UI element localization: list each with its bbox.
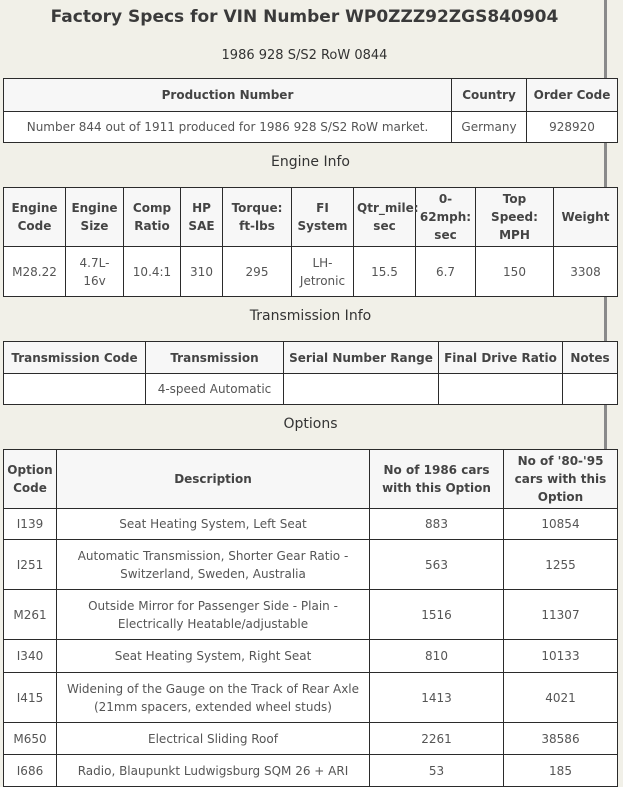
header-comp-ratio: Comp Ratio [124, 188, 181, 247]
table-header-row [4, 79, 618, 112]
transmission-section-title: Transmission Info [249, 308, 372, 324]
header-engine-code: Engine Code [4, 188, 66, 247]
header-order-code: Order Code [527, 79, 618, 112]
option-description: Seat Heating System, Left Seat [57, 509, 370, 540]
production-number-value: Number 844 out of 1911 produced for 1986 928 S/S2 RoW market. [4, 112, 452, 143]
option-description: Seat Heating System, Right Seat [57, 640, 370, 673]
specs-content [3, 0, 618, 787]
options-section-title: Options [283, 416, 338, 432]
fi-system-value: LH-Jetronic [292, 247, 354, 297]
table-row [4, 755, 618, 787]
table-row [4, 509, 618, 540]
option-80-95-count: 10854 [504, 509, 618, 540]
header-final-drive-ratio: Final Drive Ratio [439, 342, 563, 374]
option-description: Widening of the Gauge on the Track of Rear Axle (21mm spacers, extended wheel studs) [57, 673, 370, 723]
country-value: Germany [452, 112, 527, 143]
header-torque: Torque: ft-lbs [223, 188, 292, 247]
header-option-code: Option Code [4, 450, 57, 509]
option-1986-count: 883 [370, 509, 504, 540]
header-80-95-count: No of '80-'95 cars with this Option [504, 450, 618, 509]
table-row [4, 374, 618, 405]
option-code: I340 [4, 640, 57, 673]
engine-section-title: Engine Info [271, 154, 350, 170]
option-1986-count: 53 [370, 755, 504, 787]
option-code: I415 [4, 673, 57, 723]
option-description: Radio, Blaupunkt Ludwigsburg SQM 26 + ARI [57, 755, 370, 787]
header-country: Country [452, 79, 527, 112]
table-header-row [4, 450, 618, 509]
table-row [4, 540, 618, 590]
option-1986-count: 1413 [370, 673, 504, 723]
header-engine-size: Engine Size [66, 188, 124, 247]
engine-code-value: M28.22 [4, 247, 66, 297]
option-80-95-count: 10133 [504, 640, 618, 673]
table-header-row [4, 188, 618, 247]
table-row [4, 640, 618, 673]
option-1986-count: 2261 [370, 723, 504, 755]
0-62mph-value: 6.7 [416, 247, 476, 297]
transmission-value: 4-speed Automatic [146, 374, 284, 405]
option-code: M650 [4, 723, 57, 755]
header-production-number: Production Number [4, 79, 452, 112]
option-1986-count: 810 [370, 640, 504, 673]
header-0-62mph: 0-62mph: sec [416, 188, 476, 247]
option-code: M261 [4, 590, 57, 640]
option-description: Outside Mirror for Passenger Side - Plain - Electrically Heatable/adjustable [57, 590, 370, 640]
option-1986-count: 563 [370, 540, 504, 590]
torque-value: 295 [223, 247, 292, 297]
header-qtr-mile: Qtr_mile: sec [354, 188, 416, 247]
comp-ratio-value: 10.4:1 [124, 247, 181, 297]
model-subtitle: 1986 928 S/S2 RoW 0844 [221, 48, 388, 63]
header-1986-count: No of 1986 cars with this Option [370, 450, 504, 509]
table-header-row [4, 342, 618, 374]
option-80-95-count: 4021 [504, 673, 618, 723]
notes-value [563, 374, 618, 405]
production-table [3, 78, 618, 143]
option-description: Automatic Transmission, Shorter Gear Ratio - Switzerland, Sweden, Australia [57, 540, 370, 590]
option-code: I139 [4, 509, 57, 540]
table-row [4, 673, 618, 723]
top-speed-value: 150 [476, 247, 554, 297]
option-code: I251 [4, 540, 57, 590]
option-description: Electrical Sliding Roof [57, 723, 370, 755]
option-80-95-count: 185 [504, 755, 618, 787]
hp-sae-value: 310 [181, 247, 223, 297]
transmission-table [3, 341, 618, 405]
options-table [3, 449, 618, 787]
weight-value: 3308 [554, 247, 618, 297]
engine-size-value: 4.7L-16v [66, 247, 124, 297]
header-transmission-code: Transmission Code [4, 342, 146, 374]
header-description: Description [57, 450, 370, 509]
transmission-code-value [4, 374, 146, 405]
option-80-95-count: 11307 [504, 590, 618, 640]
option-80-95-count: 1255 [504, 540, 618, 590]
page-title: Factory Specs for VIN Number WP0ZZZ92ZGS840904 [50, 7, 559, 27]
table-row [4, 247, 618, 297]
header-transmission: Transmission [146, 342, 284, 374]
engine-table [3, 187, 618, 297]
table-row [4, 112, 618, 143]
header-fi-system: FI System [292, 188, 354, 247]
header-hp-sae: HP SAE [181, 188, 223, 247]
header-top-speed: Top Speed: MPH [476, 188, 554, 247]
qtr-mile-value: 15.5 [354, 247, 416, 297]
option-80-95-count: 38586 [504, 723, 618, 755]
final-drive-ratio-value [439, 374, 563, 405]
header-notes: Notes [563, 342, 618, 374]
header-weight: Weight [554, 188, 618, 247]
option-code: I686 [4, 755, 57, 787]
table-row [4, 723, 618, 755]
option-1986-count: 1516 [370, 590, 504, 640]
table-row [4, 590, 618, 640]
serial-number-range-value [284, 374, 439, 405]
order-code-value: 928920 [527, 112, 618, 143]
header-serial-number-range: Serial Number Range [284, 342, 439, 374]
